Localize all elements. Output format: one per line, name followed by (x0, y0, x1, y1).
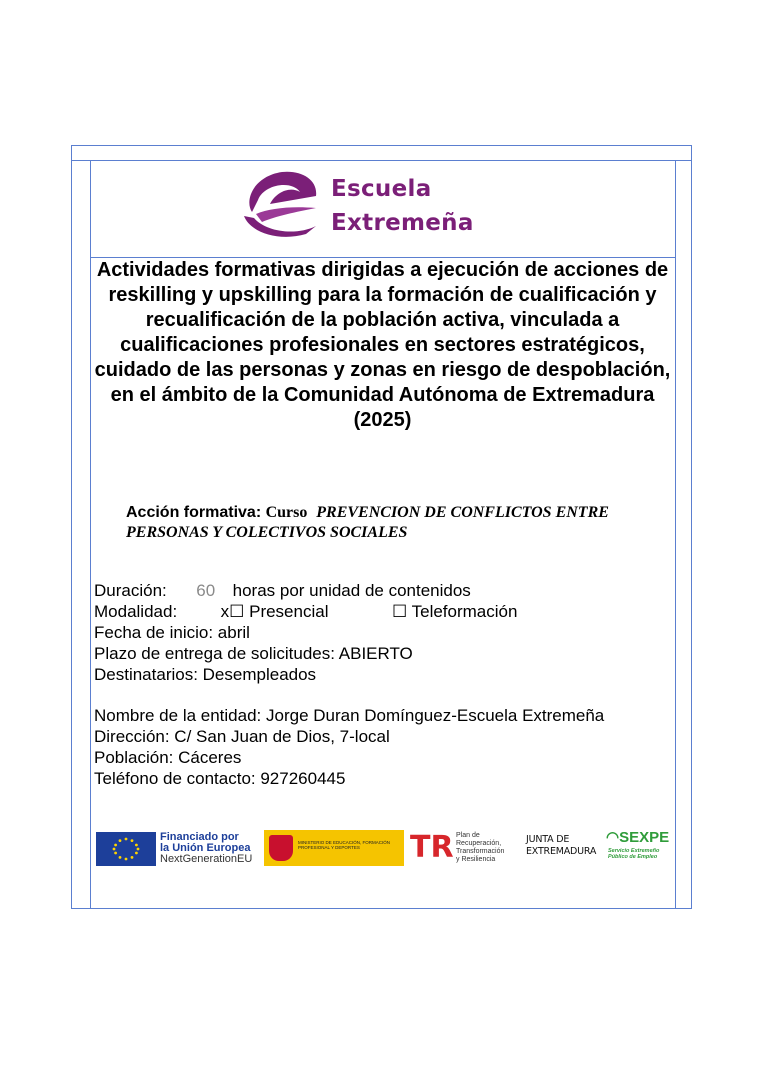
course-name: PREVENCION DE CONFLICTOS ENTRE PERSONAS Y COLECTIVOS SOCIALES (126, 504, 609, 541)
prtr-line: y Resiliencia (456, 856, 496, 863)
eu-line: Financiado por (160, 831, 239, 843)
course-details (94, 580, 664, 789)
sexpe-subtitle (608, 848, 659, 860)
junta-line: JUNTA DE (526, 834, 570, 845)
prtr-mark: TR (410, 830, 454, 865)
sexpe-logo (606, 828, 672, 868)
curso-label: Curso (265, 504, 308, 521)
prtr-text (456, 832, 504, 864)
sexpe-mark (606, 828, 669, 846)
modalidad-label: Modalidad: (94, 602, 178, 621)
frame-divider (675, 160, 676, 909)
direccion-row: Dirección: C/ San Juan de Dios, 7-local (94, 727, 390, 746)
fecha-row: Fecha de inicio: abril (94, 623, 250, 642)
eu-funding-logo (96, 832, 262, 866)
telefono-row: Teléfono de contacto: 927260445 (94, 769, 346, 788)
eu-flag-icon (96, 832, 156, 866)
logo-text: Extremeña (331, 210, 474, 236)
accion-formativa (126, 503, 656, 543)
sexpe-name: SEXPE (619, 829, 670, 846)
prtr-line: Plan de (456, 832, 480, 839)
escuela-extremena-logo (236, 166, 506, 246)
accion-label: Acción formativa: (126, 504, 262, 521)
eu-line: NextGenerationEU (160, 853, 253, 865)
plazo-row: Plazo de entrega de solicitudes: ABIERTO (94, 644, 413, 663)
poblacion-row: Población: Cáceres (94, 748, 242, 767)
destinatarios-row: Destinatarios: Desempleados (94, 665, 317, 684)
frame-divider (90, 160, 91, 909)
sexpe-sub-line: Servicio Extremeño (608, 848, 660, 854)
logo-text: Escuela (331, 176, 432, 202)
junta-extremadura-logo (526, 834, 596, 858)
coat-of-arms-icon (269, 835, 293, 861)
ministerio-text: MINISTERIO DE EDUCACIÓN, FORMACIÓN PROFESIONAL Y DEPORTES (298, 840, 391, 850)
sexpe-sub-line: Público de Empleo (608, 854, 658, 860)
prtr-logo (410, 828, 520, 868)
prtr-line: Transformación (456, 848, 505, 855)
frame-divider (71, 160, 692, 161)
teleformacion-option: ☐ Teleformación (391, 602, 518, 621)
duracion-value: 60 (196, 581, 216, 600)
duracion-unit: horas por unidad de contenidos (232, 581, 471, 600)
duracion-row (94, 580, 664, 601)
presencial-option: x☐ Presencial (220, 602, 329, 621)
eu-line: la Unión Europea (160, 842, 251, 854)
duracion-label: Duración: (94, 581, 167, 600)
ministerio-logo (264, 830, 404, 866)
sexpe-e-icon: ◠ (606, 829, 620, 846)
modalidad-row (94, 601, 664, 622)
page-title: Actividades formativas dirigidas a ejecución de acciones de reskilling y upskilling para la formación de cualificación y recualificación de la población activa, vinculada a cualificaciones profesionales en sectores estratégicos, cuidado de las personas y zonas en riesgo de despoblación, en el ámbito de la Comunidad Autónoma de Extremadura (2025) (94, 259, 671, 431)
prtr-line: Recuperación, (456, 840, 502, 847)
funding-logos (96, 826, 672, 872)
junta-line: EXTREMADURA (526, 846, 597, 857)
entidad-row: Nombre de la entidad: Jorge Duran Domínguez-Escuela Extremeña (94, 706, 605, 725)
logo-swirl-icon (236, 166, 326, 246)
eu-text (160, 832, 252, 865)
